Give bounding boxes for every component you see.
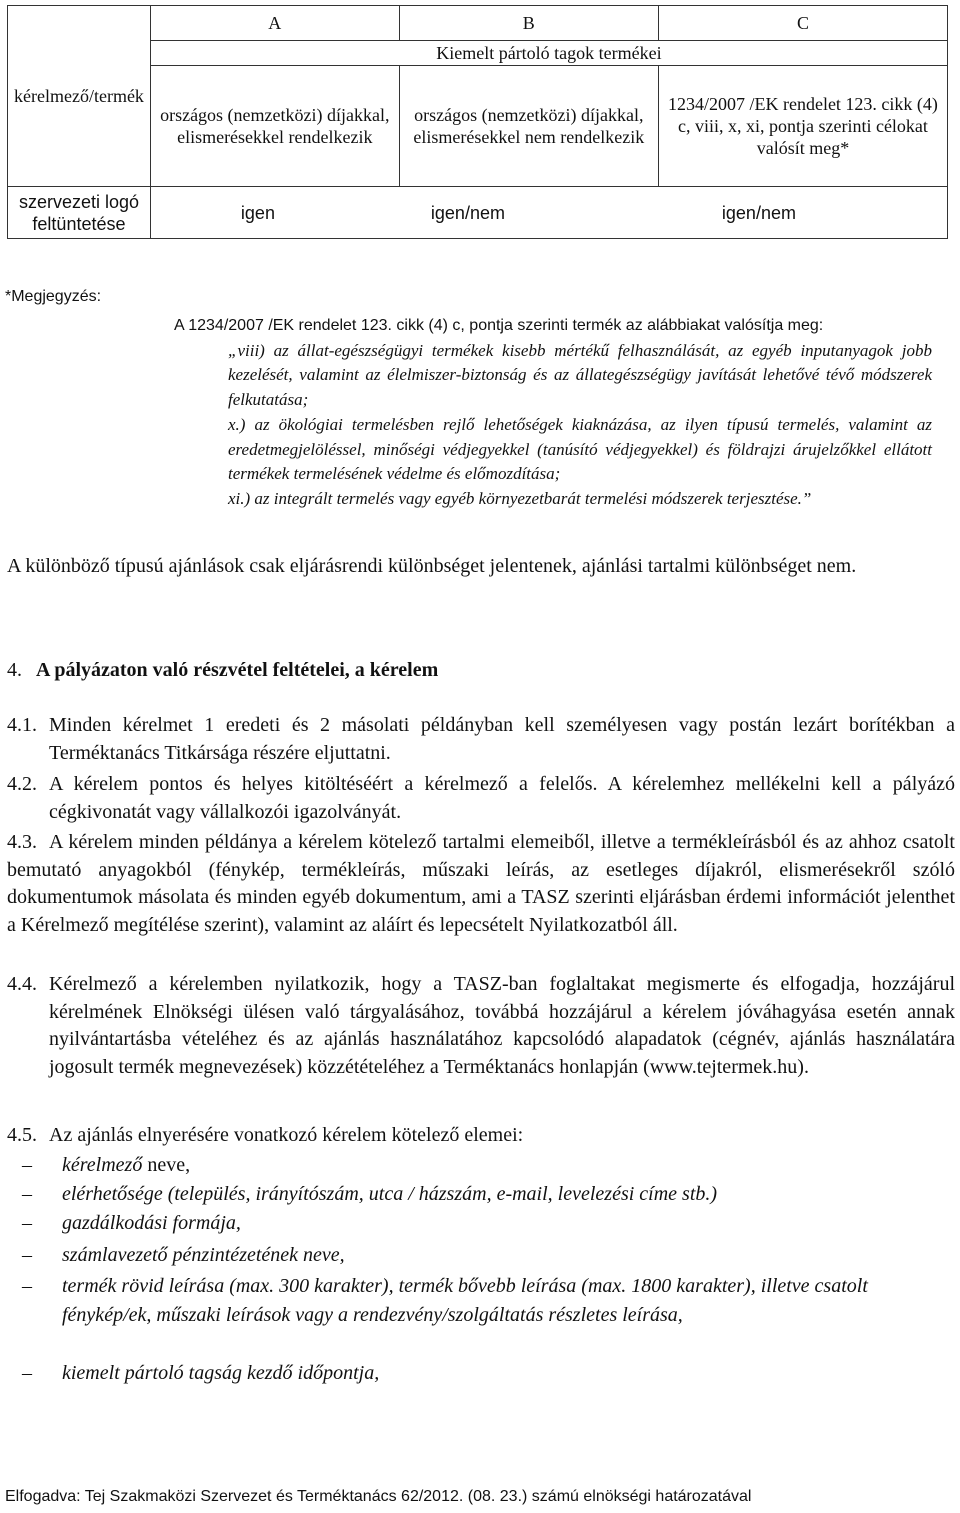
col-letter-b: B (399, 6, 658, 41)
item-4-4 (7, 971, 955, 1081)
logo-value-b: igen/nem (430, 202, 505, 223)
bullet-italic: kiemelt pártoló tagság kezdő időpontja, (62, 1362, 380, 1384)
bullet-rest: neve, (142, 1154, 191, 1176)
note-intro: A 1234/2007 /EK rendelet 123. cikk (4) c, pontja szerinti termék az alábbiakat valósítja meg: (174, 317, 824, 334)
bullet-italic: elérhetősége (település, irányítószám, utca / házszám, e-mail, levelezési címe stb.) (62, 1183, 718, 1205)
note-body (174, 314, 932, 512)
item-4-2 (7, 771, 955, 826)
bullet-dash: – (22, 1154, 32, 1176)
bullet-2 (22, 1180, 942, 1208)
row-label: kérelmező/termék (14, 86, 144, 106)
note-x: x.) az ökológiai termelésben rejlő lehetőségek kiaknázása, az ilyen típusú termelés, valamint az eredetmegjelöléssel, minőségi védjegyekkel (tanúsító védjegyekkel) és földrajzi árujelzőkkel ellátott termékek termelésének védelme és előmozdítása; (228, 414, 932, 484)
item-number: 4.4. (7, 973, 37, 995)
types-paragraph: A különböző típusú ajánlások csak eljárásrendi különbséget jelentenek, ajánlási tartalmi különbséget nem. (7, 555, 857, 577)
item-number: 4.1. (7, 714, 37, 736)
bullet-dash: – (22, 1183, 32, 1205)
col-letter-a: A (150, 6, 399, 41)
item-text: Az ajánlás elnyerésére vonatkozó kérelem kötelező elemei: (49, 1124, 524, 1146)
item-text: A kérelem pontos és helyes kitöltéséért a kérelmező a felelős. A kérelemhez mellékelni kell a pályázó cégkivonatát vagy vállalkozói igazolványát. (49, 773, 955, 823)
note-viii: „viii) az állat-egészségügyi termékek kisebb mértékű felhasználását, az egyéb inputanyagok jobb kezelését, valamint az élelmiszer-biztonság és az állategészségügy javítását lehetővé tévő módszerek felkutatása; (228, 340, 932, 410)
item-4-3 (7, 829, 955, 939)
logo-label: szervezeti logó feltüntetése (8, 187, 151, 239)
bullet-4 (22, 1241, 942, 1269)
footer-note: Elfogadva: Tej Szakmaközi Szervezet és Terméktanács 62/2012. (08. 23.) számú elnökségi határozatával (5, 1488, 752, 1505)
item-number: 4.5. (7, 1124, 37, 1146)
note-label: *Megjegyzés: (5, 288, 102, 305)
col-a-header: országos (nemzetközi) díjakkal, elismerésekkel rendelkezik (150, 66, 399, 187)
bullet-5 (22, 1272, 942, 1330)
section-number: 4. (7, 659, 22, 681)
bullet-italic: kérelmező (62, 1154, 143, 1176)
row-label-cell (8, 6, 151, 187)
bullet-1 (22, 1151, 942, 1179)
logo-values-row (150, 187, 947, 239)
bullet-italic: termék rövid leírása (max. 300 karakter), termék bővebb leírása (max. 1800 karakter), illetve csatolt fénykép/ek, műszaki leírások vagy a rendezvény/szolgáltatás részletes leírása, (62, 1275, 868, 1326)
bullet-3 (22, 1209, 942, 1237)
item-number: 4.2. (7, 773, 37, 795)
section-heading (7, 659, 438, 682)
bullet-dash: – (22, 1275, 32, 1297)
item-4-5 (7, 1122, 955, 1150)
logo-value-a: igen (240, 202, 275, 223)
item-number: 4.3. (7, 831, 37, 853)
product-table (7, 5, 948, 239)
note-xi: xi.) az integrált termelés vagy egyéb környezetbarát termelési módszerek terjesztése.” (228, 488, 812, 508)
bullet-italic: gazdálkodási formája, (62, 1212, 241, 1234)
group-header: Kiemelt pártoló tagok termékei (150, 41, 947, 66)
section-title: A pályázaton való részvétel feltételei, a kérelem (36, 659, 439, 681)
item-text: Kérelmező a kérelemben nyilatkozik, hogy a TASZ-ban foglaltakat megismerte és elfogadja, hozzájárul kérelmének Elnökségi ülésen való tárgyalásához, továbbá hozzájárul a kérelem jóváhagyása esetén annak nyilvántartásba vételéhez és az ajánlás használatához kapcsolódó alapadatok (cégnév, ajánlás használatára jogosult termék megnevezések) közzétételéhez a Terméktanács honlapján (www.tejtermek.hu). (49, 973, 955, 1078)
item-text: A kérelem minden példánya a kérelem kötelező tartalmi elemeiből, illetve a termékleírásból és az ahhoz csatolt bemutató anyagokból (fénykép, termékleírás, műszaki leírás, az esetleges díjakról, elismerésekről szóló dokumentumok másolata és minden egyéb dokumentum, ami a TASZ szerinti eljárásban érdemi információt jelenthet a Kérelmező megítélése szerint), valamint az aláírt és lepecsételt Nyilatkozatból áll. (7, 831, 955, 936)
item-4-1 (7, 712, 955, 767)
col-letter-c: C (658, 6, 947, 41)
bullet-dash: – (22, 1212, 32, 1234)
logo-value-c: igen/nem (721, 202, 796, 223)
bullet-dash: – (22, 1244, 32, 1266)
item-text: Minden kérelmet 1 eredeti és 2 másolati példányban kell személyesen vagy postán lezárt borítékban a Terméktanács Titkársága részére eljuttatni. (49, 714, 955, 764)
bullet-dash: – (22, 1362, 32, 1384)
bullet-italic: számlavezető pénzintézetének neve, (62, 1244, 345, 1266)
col-b-header: országos (nemzetközi) díjakkal, elismerésekkel nem rendelkezik (399, 66, 658, 187)
col-c-header: 1234/2007 /EK rendelet 123. cikk (4) c, viii, x, xi, pontja szerinti célokat valósít meg* (658, 66, 947, 187)
bullet-6 (22, 1359, 942, 1387)
